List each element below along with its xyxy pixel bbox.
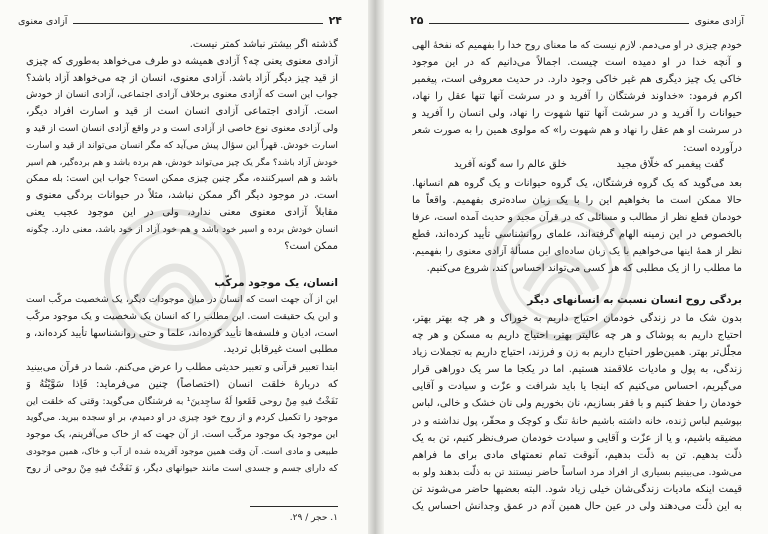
text-line: این از آن جهت است که انسان در میان موجودات دیگر، یک شخصیت مرکّب است bbox=[26, 294, 338, 305]
running-head-title: آزادی معنوی bbox=[18, 16, 68, 27]
text-line: به این ذلّت می‌دهند ولی در عین حال همین آدم در عمق وجدانش احساس یک bbox=[412, 501, 742, 513]
running-header bbox=[410, 11, 744, 27]
text-line: است. در موجود دیگر اگر ممکن نباشد، مثلاً در حیوانات بردگی معنوی و bbox=[26, 190, 338, 202]
section-heading: انسان، یک موجود مرکّب bbox=[214, 277, 338, 289]
text-line: انسان خودش برده و اسیر خود باشد و هم خود آزاد از خود باشد، معنی دارد. چگونه bbox=[26, 224, 338, 235]
page-number: ۲۵ bbox=[410, 14, 424, 27]
poem-verse bbox=[454, 157, 724, 173]
paragraph bbox=[412, 37, 742, 157]
text-line: آزادی معنوی یعنی چه؟ آزادی همیشه دو طرف می‌خواهد به‌طوری که چیزی bbox=[26, 55, 338, 67]
text-line: مطلبی است غیرقابل تردید. bbox=[223, 344, 338, 356]
running-head-title: آزادی معنوی bbox=[694, 16, 744, 27]
text-line: حیوانات را آفرید و در سرشت آنها تنها شهوت را نهاد، ولی انسان را آفرید و bbox=[412, 108, 742, 120]
text-line: باشد و هم اسیرکننده، مگر چنین چیزی ممکن است؟ جواب این است: بله ممکن bbox=[26, 173, 338, 185]
poem-hemistich: خلق عالم را سه گونه آفرید bbox=[454, 159, 567, 170]
text-line: خودمان قطع نظر از مطالب و مسائلی که در قرآن مجید و حدیث آمده است، عرفا bbox=[412, 212, 742, 224]
text-line: بپوشیم لباس ژنده، خانه داشته باشیم خانهٔ تنگ و کوچک و محقّر، پول نداشته و در bbox=[412, 415, 742, 427]
text-line: که دارای جسم و جسدی است مانند حیوانهای دیگر، وَ نَفَخْتُ فیهِ مِنْ روحی از روح bbox=[26, 462, 338, 474]
header-rule bbox=[73, 23, 322, 24]
paragraph bbox=[26, 292, 338, 359]
text-line: در سرشت او هم عقل را نهاد و هم شهوت را» که مولوی همین را به صورت شعر bbox=[412, 125, 742, 137]
text-line: اکرم فرمود: «خداوند فرشتگان را آفرید و در سرشت آنها تنها عقل را نهاد، bbox=[412, 91, 742, 103]
text-line: موجود را تکمیل کردم و از روح خود چیزی در او دمیدم، بر او سجده ببرید. می‌گوید bbox=[26, 412, 338, 424]
text-line: مضیقه باشیم، و یا از عزّت و آقایی و سیادت خودمان صرف‌نظر کنیم، تن به یک bbox=[412, 432, 742, 444]
section-heading: بردگی روح انسان نسبت به انسانهای دیگر bbox=[527, 294, 742, 306]
text-line: زندگی، به پول و مادیات علاقمند هستیم. اما در یکجا ما سر یک دوراهی قرار bbox=[412, 364, 742, 376]
page-number: ۲۴ bbox=[328, 14, 342, 27]
text-line: اسارت خودش. قهراً این سؤال پیش می‌آید که مگر انسان می‌تواند از قید و اسارت bbox=[26, 139, 338, 151]
text-line: درآورده است: bbox=[683, 142, 742, 154]
book-spine bbox=[368, 0, 384, 534]
text-line: نظر از همهٔ اینها می‌خواهیم با یک زبان ساده‌ای این مسألهٔ آزادی معنوی را بفهمیم. bbox=[412, 246, 742, 258]
text-line: احتیاج داریم به پوشاک و هر چه عالیتر بهتر، احتیاج داریم به مسکن و هر چه bbox=[412, 330, 742, 342]
footnote: ۱. حجر / ۲۹. bbox=[289, 513, 338, 523]
text-line: ابتدا تعبیر قرآنی و تعبیر حدیثی مطلب را عرض می‌کنم. شما در قرآن می‌بینید bbox=[26, 362, 338, 373]
header-rule bbox=[429, 23, 688, 24]
text-line: خودمان را حفظ کنیم و با فقر بسازیم، نان بخوریم ولی نان خشک و خالی، لباس bbox=[412, 398, 742, 410]
running-header bbox=[18, 11, 342, 27]
text-line: ممکن است؟ bbox=[284, 240, 338, 252]
paragraph bbox=[26, 37, 338, 255]
text-line: حالا ممکن است ما بخواهیم این را با یک زبان ساده‌تری بفهمیم. واقعاً ما bbox=[412, 195, 742, 207]
paragraph bbox=[26, 360, 338, 478]
text-line: ذلّت بدهیم. تن به ذلّت بدهیم، آنوقت تمام نعمتهای مادی برای ما فراهم bbox=[412, 449, 742, 461]
text-line: قیمت اینکه مادیات زندگی‌شان خیلی زیاد شود. البته بعضیها حاضر می‌شوند تن bbox=[412, 483, 742, 495]
text-line: ولی آزادی معنوی نوع خاصی از آزادی است و در واقع آزادی انسان است از قید و bbox=[26, 122, 338, 134]
text-line: طبیعی و مادی است. آن وقت همین موجود آفریده شده از آب و خاک، همین موجودی bbox=[26, 446, 338, 457]
paragraph bbox=[412, 310, 742, 515]
text-line: خودش آزاد باشد؟ مگر یک چیز می‌تواند خودش، هم برده باشد و هم برده‌گیر، هم اسیر bbox=[26, 157, 338, 168]
text-line: از قید چیز دیگر آزاد باشد. آزادی معنوی، انسان از چه می‌خواهد آزاد باشد؟ bbox=[26, 72, 338, 84]
text-line: و آنچه خدا در او دمیده است چیست. اجمالاً می‌دانیم که در این موجود bbox=[412, 57, 742, 69]
text-line: که دربارهٔ خلقت انسان (اختصاصاً) چنین می‌فرماید: فَاِذا سَوَّیْتُهُ وَ bbox=[26, 378, 338, 390]
text-line: بعد می‌گوید که یک گروه فرشتگان، یک گروه حیوانات و یک گروه هم انسانها. bbox=[412, 178, 742, 189]
text-line: و این یک حقیقت است. این مطلب را که انسان یک شخصیت و یک موجود مرکّب bbox=[26, 310, 338, 322]
text-line: است. آزادی اجتماعی آزادی انسان است از قید و اسارت افراد دیگر، bbox=[26, 106, 338, 118]
text-line: گذشته اگر بیشتر نباشد کمتر نیست. bbox=[189, 39, 338, 50]
left-page bbox=[0, 0, 368, 534]
footnote-rule bbox=[250, 506, 338, 507]
right-page bbox=[384, 0, 768, 534]
text-line: خاکی یک چیز دیگری هم غیر خاکی وجود دارد. در حدیث معروفی است، پیغمبر bbox=[412, 74, 742, 86]
text-line: مقابلاً آزادی معنوی معنی ندارد، ولی در این موجود عجیب یعنی bbox=[26, 206, 338, 218]
text-line: نَفَخْتُ فیهِ مِنْ روحی فَقَعوا لَهُ ساجِدینَ¹ به فرشتگان می‌گوید: وقتی که خلقت این bbox=[26, 395, 338, 407]
text-line: بالخصوص در این زمینه الهام گرفته‌اند، علمای روانشناسی تأیید کرده‌اند، قطع bbox=[412, 229, 742, 241]
text-line: جواب این است که آزادی معنوی برخلاف آزادی اجتماعی، آزادی انسان از خودش bbox=[26, 89, 338, 101]
paragraph bbox=[412, 175, 742, 278]
text-line: است، ادیان و فلسفه‌ها تأیید کرده‌اند، علما و حتی روانشناسها تأیید کرده‌اند، و bbox=[26, 327, 338, 339]
poem-hemistich: گفت پیغمبر که خلّاق مجید bbox=[616, 159, 724, 170]
text-line: این موجود یک موجود مرکّب است. از آن جهت که از خاک می‌آفرینم، یک موجود bbox=[26, 429, 338, 441]
text-line: بدون شک ما در زندگی خودمان احتیاج داریم به خوراک و هر چه بهتر بهتر، bbox=[412, 313, 742, 324]
text-line: می‌شود. می‌بینیم بسیاری از افراد مرد اساساً حاضر نیستند تن به ذلّت بدهند ولو به bbox=[412, 466, 742, 478]
text-line: ما مطلب را از یک مطلبی که هر کسی می‌تواند احساس کند، شروع می‌کنیم. bbox=[426, 263, 742, 275]
text-line: خودم چیزی در او می‌دمم. لازم نیست که ما معنای روح خدا را بفهمیم که نفخهٔ الهی bbox=[412, 40, 742, 51]
text-line: می‌گیریم، احساس می‌کنیم که اینجا یا باید شرافت و عزّت و سیادت و آقایی bbox=[412, 381, 742, 393]
text-line: مجلّل‌تر بهتر. همین‌طور احتیاج داریم به زن و فرزند، احتیاج داریم به تجملات زیاد bbox=[412, 347, 742, 359]
